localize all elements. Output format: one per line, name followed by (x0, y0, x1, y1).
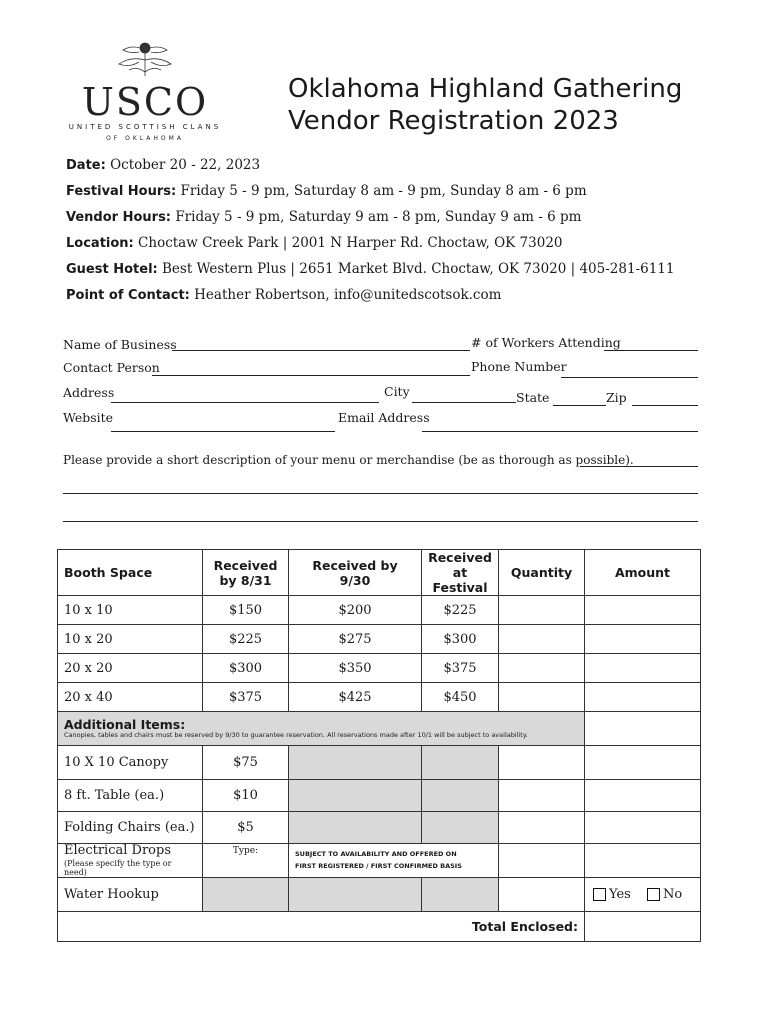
price-cell: $200 (289, 596, 422, 625)
item-name: 8 ft. Table (ea.) (58, 780, 203, 812)
header-received-festival: Received at Festival (422, 550, 499, 596)
thistle-crest-icon (115, 40, 175, 78)
business-name-field[interactable] (172, 350, 470, 351)
logo-wordmark: USCO (81, 80, 209, 124)
table-header-row (58, 550, 701, 596)
guest-hotel-label: Guest Hotel: (66, 262, 158, 277)
table-row (58, 844, 701, 878)
quantity-input[interactable] (499, 625, 585, 654)
description-field-2[interactable] (63, 493, 698, 494)
electrical-cell (58, 844, 203, 878)
booth-size: 20 x 20 (58, 654, 203, 683)
table-row (58, 654, 701, 683)
quantity-input[interactable] (499, 654, 585, 683)
table-row (58, 596, 701, 625)
additional-items-note: Canopies, tables and chairs must be reserved by 9/30 to guarantee reservation. All reservations made after 10/1 will be subject to availability. (64, 730, 528, 739)
table-row (58, 746, 701, 780)
item-price: $5 (203, 812, 289, 844)
address-field[interactable] (111, 402, 379, 403)
total-row (58, 912, 701, 942)
pricing-table (57, 549, 701, 942)
booth-size: 10 x 10 (58, 596, 203, 625)
usco-logo (55, 40, 235, 145)
additional-items-header (58, 712, 585, 746)
water-hookup-choice (585, 878, 701, 912)
phone-label: Phone Number (471, 359, 567, 374)
quantity-input[interactable] (499, 746, 585, 780)
page-title: Oklahoma Highland Gathering (288, 74, 683, 104)
availability-note-line-1: SUBJECT TO AVAILABILITY AND OFFERED ON (295, 849, 457, 858)
amount-input[interactable] (585, 712, 701, 746)
logo-subtitle: UNITED SCOTTISH CLANS (68, 123, 222, 131)
vendor-hours-label: Vendor Hours: (66, 210, 172, 225)
availability-note-line-2: FIRST REGISTERED / FIRST CONFIRMED BASIS (295, 861, 462, 870)
price-cell: $150 (203, 596, 289, 625)
state-field[interactable] (553, 405, 606, 406)
email-label: Email Address (338, 410, 430, 425)
type-label[interactable]: Type: (203, 844, 289, 878)
amount-input[interactable] (585, 780, 701, 812)
additional-items-title: Additional Items: (64, 717, 186, 733)
vendor-hours-value: Friday 5 - 9 pm, Saturday 9 am - 8 pm, Sunday 9 am - 6 pm (175, 209, 582, 225)
availability-note (289, 844, 499, 878)
price-cell: $225 (422, 596, 499, 625)
table-row (58, 780, 701, 812)
header-booth-space: Booth Space (58, 550, 203, 596)
price-cell: $375 (203, 683, 289, 712)
empty-cell (499, 878, 585, 912)
yes-label: Yes (609, 887, 631, 903)
quantity-input[interactable] (499, 683, 585, 712)
price-cell: $375 (422, 654, 499, 683)
festival-hours-label: Festival Hours: (66, 184, 177, 199)
info-location (66, 235, 563, 251)
logo-subtitle-2: OF OKLAHOMA (106, 135, 184, 142)
amount-input[interactable] (585, 596, 701, 625)
shaded-cell (289, 878, 422, 912)
website-field[interactable] (111, 431, 335, 432)
festival-hours-value: Friday 5 - 9 pm, Saturday 8 am - 9 pm, Sunday 8 am - 6 pm (180, 183, 587, 199)
quantity-input[interactable] (499, 844, 585, 878)
contact-person-label: Contact Person (63, 360, 160, 375)
guest-hotel-value: Best Western Plus | 2651 Market Blvd. Choctaw, OK 73020 | 405-281-6111 (162, 261, 675, 277)
item-price: $10 (203, 780, 289, 812)
header-amount: Amount (585, 550, 701, 596)
quantity-input[interactable] (499, 812, 585, 844)
item-name: 10 X 10 Canopy (58, 746, 203, 780)
amount-input[interactable] (585, 683, 701, 712)
contact-person-field[interactable] (152, 375, 470, 376)
price-cell: $450 (422, 683, 499, 712)
item-price: $75 (203, 746, 289, 780)
table-row (58, 812, 701, 844)
shaded-cell (422, 878, 499, 912)
info-vendor-hours (66, 209, 581, 225)
location-label: Location: (66, 236, 134, 251)
electrical-label: Electrical Drops (64, 843, 171, 858)
description-field-1[interactable] (580, 466, 698, 467)
price-cell: $300 (422, 625, 499, 654)
workers-label: # of Workers Attending (471, 335, 621, 350)
table-row (58, 625, 701, 654)
price-cell: $275 (289, 625, 422, 654)
amount-input[interactable] (585, 844, 701, 878)
email-field[interactable] (422, 431, 698, 432)
price-cell: $425 (289, 683, 422, 712)
amount-input[interactable] (585, 654, 701, 683)
zip-label: Zip (606, 390, 627, 405)
amount-input[interactable] (585, 812, 701, 844)
contact-label: Point of Contact: (66, 288, 190, 303)
info-guest-hotel (66, 261, 674, 277)
shaded-cell (422, 746, 499, 780)
contact-value: Heather Robertson, info@unitedscotsok.com (194, 287, 502, 303)
header-received-9-30: Received by 9/30 (289, 550, 422, 596)
info-contact (66, 287, 501, 303)
additional-items-row (58, 712, 701, 746)
quantity-input[interactable] (499, 780, 585, 812)
quantity-input[interactable] (499, 596, 585, 625)
description-label: Please provide a short description of your menu or merchandise (be as thorough as possible). (63, 453, 634, 467)
business-name-label: Name of Business (63, 337, 177, 352)
shaded-cell (203, 878, 289, 912)
shaded-cell (289, 746, 422, 780)
table-row (58, 878, 701, 912)
booth-size: 20 x 40 (58, 683, 203, 712)
amount-input[interactable] (585, 625, 701, 654)
item-name: Folding Chairs (ea.) (58, 812, 203, 844)
electrical-note: (Please specify the type or need) (64, 858, 172, 878)
price-cell: $350 (289, 654, 422, 683)
total-label: Total Enclosed: (58, 912, 585, 942)
total-amount-input[interactable] (585, 912, 701, 942)
description-field-3[interactable] (63, 521, 698, 522)
workers-field[interactable] (604, 350, 698, 351)
state-label: State (516, 390, 550, 405)
shaded-cell (289, 780, 422, 812)
shaded-cell (422, 780, 499, 812)
location-value: Choctaw Creek Park | 2001 N Harper Rd. Choctaw, OK 73020 (138, 235, 563, 251)
phone-field[interactable] (561, 377, 698, 378)
water-hookup-label: Water Hookup (58, 878, 203, 912)
city-field[interactable] (412, 402, 516, 403)
info-date (66, 157, 260, 173)
date-label: Date: (66, 158, 106, 173)
shaded-cell (289, 812, 422, 844)
address-label: Address (63, 385, 115, 400)
amount-input[interactable] (585, 746, 701, 780)
zip-field[interactable] (632, 405, 698, 406)
header-quantity: Quantity (499, 550, 585, 596)
shaded-cell (422, 812, 499, 844)
price-cell: $300 (203, 654, 289, 683)
info-festival-hours (66, 183, 587, 199)
date-value: October 20 - 22, 2023 (110, 157, 261, 173)
website-label: Website (63, 410, 114, 425)
yes-checkbox[interactable] (593, 888, 606, 901)
header-received-8-31: Received by 8/31 (203, 550, 289, 596)
price-cell: $225 (203, 625, 289, 654)
booth-size: 10 x 20 (58, 625, 203, 654)
no-checkbox[interactable] (647, 888, 660, 901)
page-subtitle: Vendor Registration 2023 (288, 106, 619, 136)
city-label: City (384, 384, 410, 399)
no-label: No (662, 887, 683, 903)
table-row (58, 683, 701, 712)
